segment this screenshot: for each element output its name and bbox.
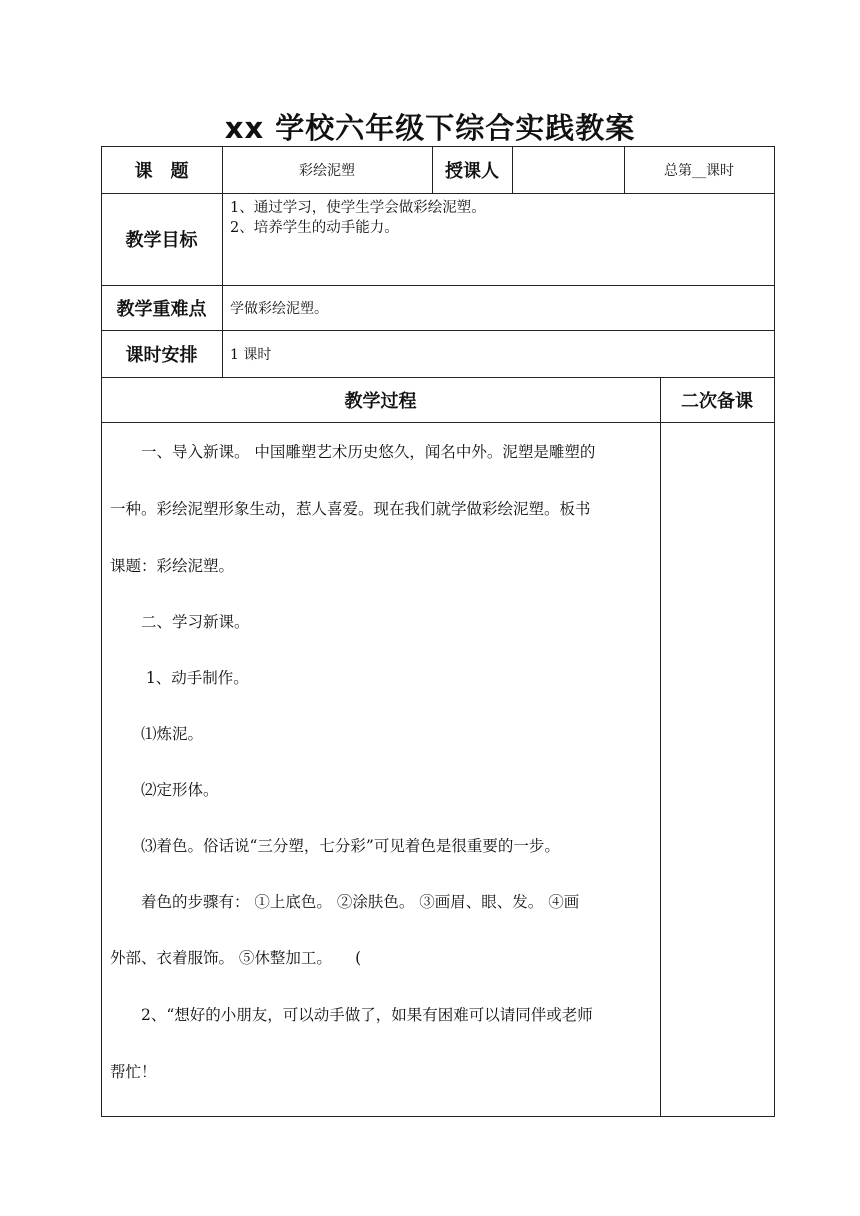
process-line: 2、“想好的小朋友，可以动手做了，如果有困难可以请同伴或老师 — [110, 1006, 593, 1024]
notes-column-divider — [660, 377, 661, 1116]
page-title: xx 学校六年级下综合实践教案 — [224, 111, 636, 145]
process-line: 课题：彩绘泥塑。 — [110, 557, 235, 575]
process-header: 教学过程 — [344, 390, 417, 412]
process-line: ⑶着色。俗话说“三分塑，七分彩”可见着色是很重要的一步。 — [110, 837, 560, 855]
topic-label: 课 题 — [134, 160, 189, 182]
notes-header: 二次备课 — [681, 390, 753, 412]
process-line: 1、动手制作。 — [110, 669, 249, 687]
process-line: 帮忙！ — [110, 1063, 157, 1081]
objectives-list — [230, 198, 486, 238]
objective-item: 2、培养学生的动手能力。 — [230, 220, 399, 236]
schedule-label: 课时安排 — [125, 344, 198, 366]
process-line: ⑴炼泥。 — [110, 725, 204, 743]
schedule-value: 1 课时 — [230, 346, 272, 363]
key-points-label: 教学重难点 — [116, 298, 207, 320]
key-points-value: 学做彩绘泥塑。 — [230, 300, 328, 317]
process-line: 一种。彩绘泥塑形象生动，惹人喜爱。现在我们就学做彩绘泥塑。板书 — [110, 500, 591, 518]
process-line: 一、导入新课。 中国雕塑艺术历史悠久，闻名中外。泥塑是雕塑的 — [110, 443, 596, 461]
objective-item: 1、通过学习，使学生学会做彩绘泥塑。 — [230, 200, 486, 216]
period-label: 总第__课时 — [664, 162, 734, 179]
teacher-label: 授课人 — [445, 160, 499, 182]
table-divider — [101, 422, 775, 423]
topic-value: 彩绘泥塑 — [299, 162, 355, 179]
process-line: 着色的步骤有： ①上底色。 ②涂肤色。 ③画眉、眼、发。 ④画 — [110, 893, 580, 911]
table-border-bottom — [101, 1116, 775, 1117]
process-line: 二、学习新课。 — [110, 613, 250, 631]
teacher-value — [512, 146, 624, 193]
process-line: 外部、衣着服饰。 ⑤休整加工。 ( — [110, 949, 362, 967]
process-line: ⑵定形体。 — [110, 781, 219, 799]
table-border-right — [774, 146, 775, 1117]
objectives-label: 教学目标 — [125, 230, 198, 251]
